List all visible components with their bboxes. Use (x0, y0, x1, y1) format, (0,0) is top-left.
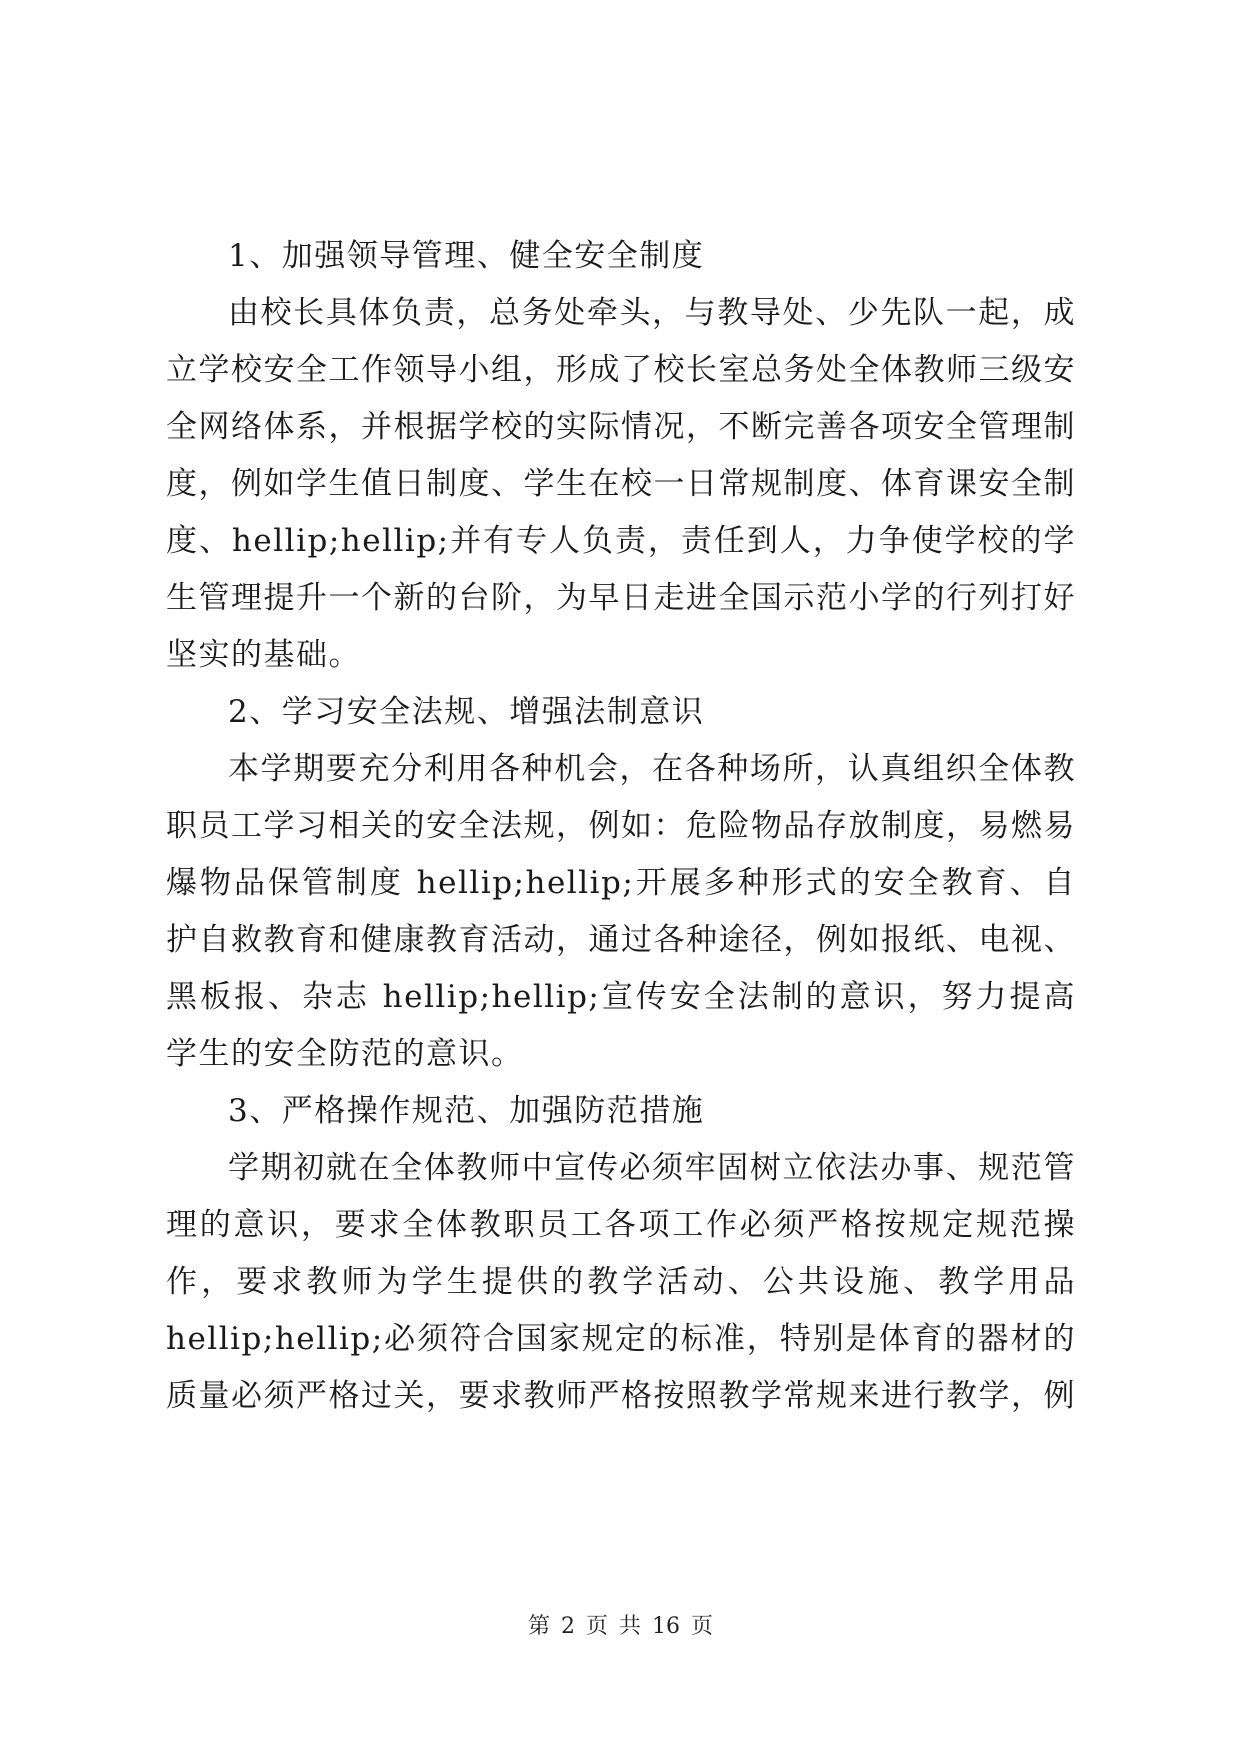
document-body (166, 228, 1076, 1425)
section-paragraph-3: 学期初就在全体教师中宣传必须牢固树立依法办事、规范管理的意识，要求全体教职员工各项工作必须严格按规定规范操作，要求教师为学生提供的教学活动、公共设施、教学用品 hellip;hellip;必须符合国家规定的标准，特别是体育的器材的质量必须严格过关，要求教师严格按照教学常规来进行教学，例 (166, 1150, 1076, 1414)
page-number-footer: 第 2 页 共 16 页 (528, 1614, 713, 1639)
section-heading-1: 1、加强领导管理、健全安全制度 (228, 238, 705, 274)
section-paragraph-2: 本学期要充分利用各种机会，在各种场所，认真组织全体教职员工学习相关的安全法规，例如：危险物品存放制度，易燃易爆物品保管制度 hellip;hellip;开展多种形式的安全教育、自护自救教育和健康教育活动，通过各种途径，例如报纸、电视、黑板报、杂志 hellip;hellip;宣传安全法制的意识，努力提高学生的安全防范的意识。 (166, 751, 1076, 1072)
section-heading-2: 2、学习安全法规、增强法制意识 (228, 694, 705, 730)
section-heading-3: 3、严格操作规范、加强防范措施 (228, 1093, 705, 1129)
section-paragraph-1: 由校长具体负责，总务处牵头，与教导处、少先队一起，成立学校安全工作领导小组，形成了校长室总务处全体教师三级安全网络体系，并根据学校的实际情况，不断完善各项安全管理制度，例如学生值日制度、学生在校一日常规制度、体育课安全制度、hellip;hellip;并有专人负责，责任到人，力争使学校的学生管理提升一个新的台阶，为早日走进全国示范小学的行列打好坚实的基础。 (166, 295, 1076, 673)
